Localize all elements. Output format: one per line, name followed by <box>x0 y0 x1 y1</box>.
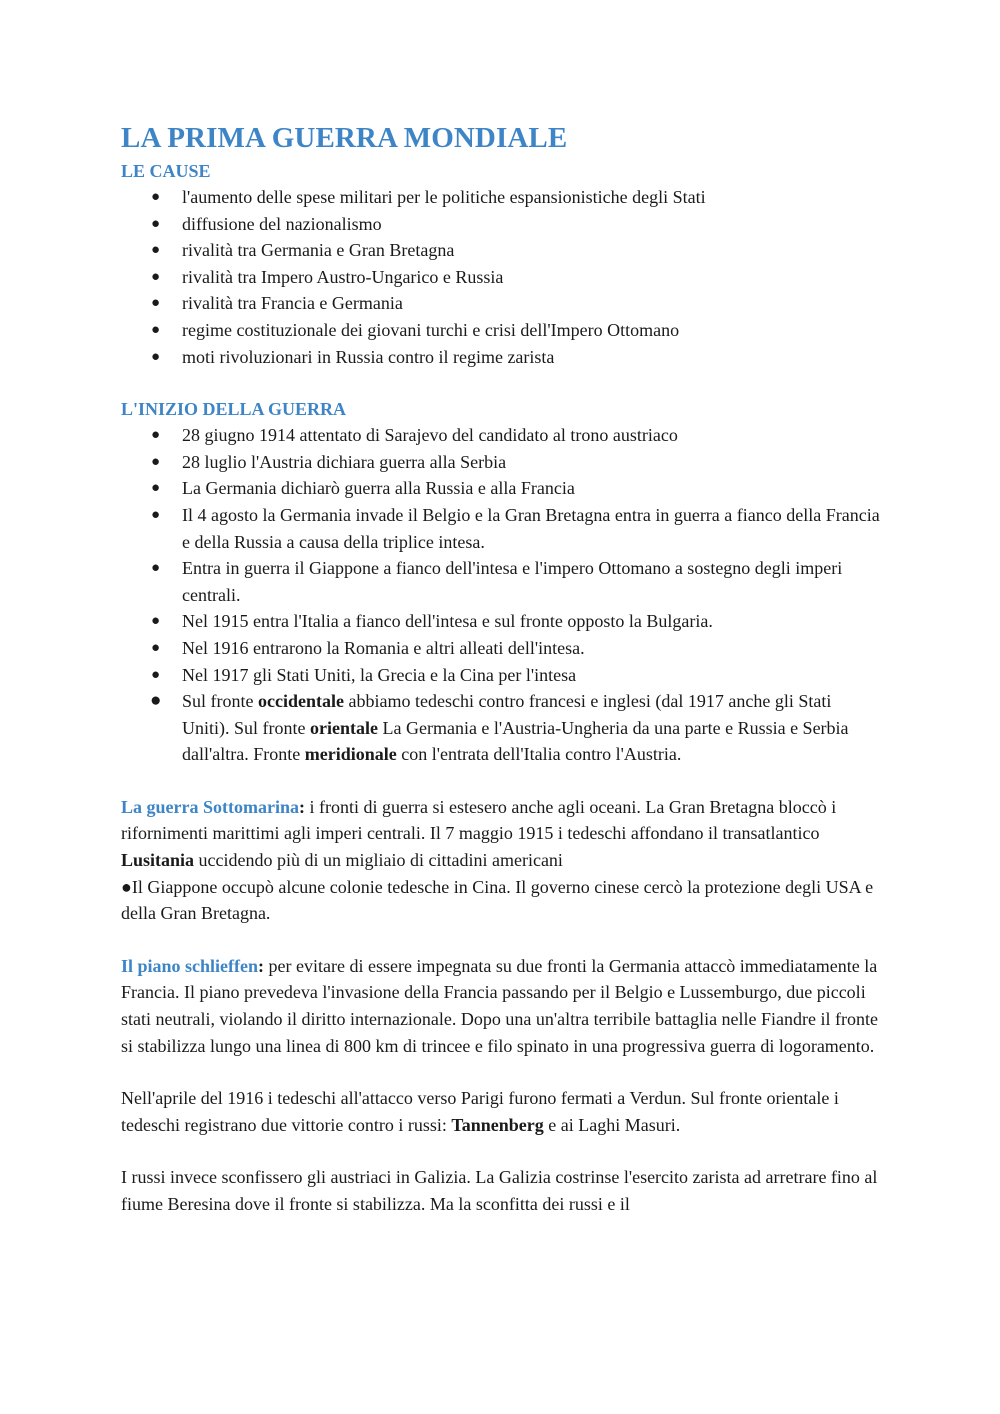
bullet-icon: ● <box>151 268 161 285</box>
list-item: ● diffusione del nazionalismo <box>121 211 881 238</box>
emphasis-orientale: orientale <box>310 717 378 738</box>
list-item: ● rivalità tra Francia e Germania <box>121 290 881 317</box>
paragraph-verdun: Nell'aprile del 1916 i tedeschi all'attacco verso Parigi furono fermati a Verdun. Sul fronte orientale i tedeschi registrano due vittorie contro i russi: Tannenberg e ai Laghi Masuri. <box>121 1088 839 1135</box>
emphasis-occidentale: occidentale <box>258 691 344 712</box>
list-item: ● regime costituzionale dei giovani turchi e crisi dell'Impero Ottomano <box>121 317 881 344</box>
inizio-list <box>121 422 881 768</box>
list-item: ● La Germania dichiarò guerra alla Russia e alla Francia <box>121 475 881 502</box>
section-heading-cause: LE CAUSE <box>121 161 211 181</box>
bullet-icon: ● <box>151 613 161 630</box>
list-item: ● 28 giugno 1914 attentato di Sarajevo del candidato al trono austriaco <box>121 422 881 449</box>
cause-list <box>121 184 881 370</box>
bullet-icon: ● <box>151 189 161 205</box>
list-item: ● Nel 1917 gli Stati Uniti, la Grecia e la Cina per l'intesa <box>121 662 881 689</box>
bullet-icon: ● <box>151 480 161 497</box>
paragraph-schlieffen: Il piano schlieffen: per evitare di essere impegnata su due fronti la Germania attaccò immediatamente la Francia. Il piano prevedeva l'invasione della Francia passando per il Belgio e Lussemburgo, due piccoli stati neutrali, violando il diritto internazionale. Dopo una un'altra terribile battaglia nelle Fiandre il fronte si stabilizza lungo una linea di 800 km di trincee e filo spinato in una progressiva guerra di logoramento. <box>121 955 879 1056</box>
list-item: ● rivalità tra Impero Austro-Ungarico e Russia <box>121 264 881 291</box>
document-body <box>121 118 881 1218</box>
list-item: ● Nel 1916 entrarono la Romania e altri alleati dell'intesa. <box>121 635 881 662</box>
list-item: ● moti rivoluzionari in Russia contro il regime zarista <box>121 344 881 371</box>
bullet-icon: ● <box>150 690 162 712</box>
page-title: LA PRIMA GUERRA MONDIALE <box>121 122 568 154</box>
section-heading-inizio: L'INIZIO DELLA GUERRA <box>121 399 347 420</box>
bullet-icon: ● <box>151 506 161 523</box>
paragraph-galizia: I russi invece sconfissero gli austriaci in Galizia. La Galizia costrinse l'esercito zarista ad arretrare fino al fiume Beresina dove il fronte si stabilizza. Ma la sconfitta dei russi e il <box>121 1167 878 1214</box>
bullet-icon: ● <box>151 666 161 683</box>
bullet-icon: ● <box>151 348 161 365</box>
list-item: ● rivalità tra Germania e Gran Bretagna <box>121 237 881 264</box>
bullet-icon: ● <box>151 242 161 259</box>
bullet-icon: ● <box>151 295 161 312</box>
list-item: ● Il 4 agosto la Germania invade il Belgio e la Gran Bretagna entra in guerra a fianco della Francia e della Russia a causa della triplice intesa. <box>121 502 881 555</box>
bullet-icon: ● <box>151 215 161 232</box>
emphasis-lusitania: Lusitania <box>121 850 195 871</box>
label-guerra-sottomarina: La guerra Sottomarina <box>121 796 299 817</box>
list-item: ● 28 luglio l'Austria dichiara guerra alla Serbia <box>121 449 881 476</box>
paragraph-giappone: ●Il Giappone occupò alcune colonie tedesche in Cina. Il governo cinese cercò la protezione degli USA e della Gran Bretagna. <box>121 876 874 924</box>
list-item: ● l'aumento delle spese militari per le politiche espansionistiche degli Stati <box>121 184 881 211</box>
bullet-icon: ● <box>151 639 161 656</box>
emphasis-meridionale: meridionale <box>304 744 397 765</box>
label-piano-schlieffen: Il piano schlieffen <box>121 955 259 976</box>
list-item-fronti: ● Sul fronte occidentale abbiamo tedeschi contro francesi e inglesi (dal 1917 anche gli Stati Uniti). Sul fronte orientale La Germania e l'Austria-Ungheria da una parte e Russia e Serbia dall'altra. Fronte meridionale con l'entrata dell'Italia contro l'Austria. <box>150 690 849 765</box>
bullet-icon: ● <box>151 453 161 470</box>
bullet-icon: ● <box>151 321 161 338</box>
list-item: ● Nel 1915 entra l'Italia a fianco dell'intesa e sul fronte opposto la Bulgaria. <box>121 608 881 635</box>
bullet-icon: ● <box>151 560 161 577</box>
bullet-icon: ● <box>151 427 161 444</box>
paragraph-sottomarina: La guerra Sottomarina: i fronti di guerra si estesero anche agli oceani. La Gran Bretagna bloccò i rifornimenti marittimi agli imperi centrali. Il 7 maggio 1915 i tedeschi affondano il transatlantico Lusitania uccidendo più di un migliaio di cittadini americani <box>121 796 837 871</box>
emphasis-tannenberg: Tannenberg <box>451 1114 544 1135</box>
list-item: ● Entra in guerra il Giappone a fianco dell'intesa e l'impero Ottomano a sostegno degli imperi centrali. <box>121 555 881 608</box>
